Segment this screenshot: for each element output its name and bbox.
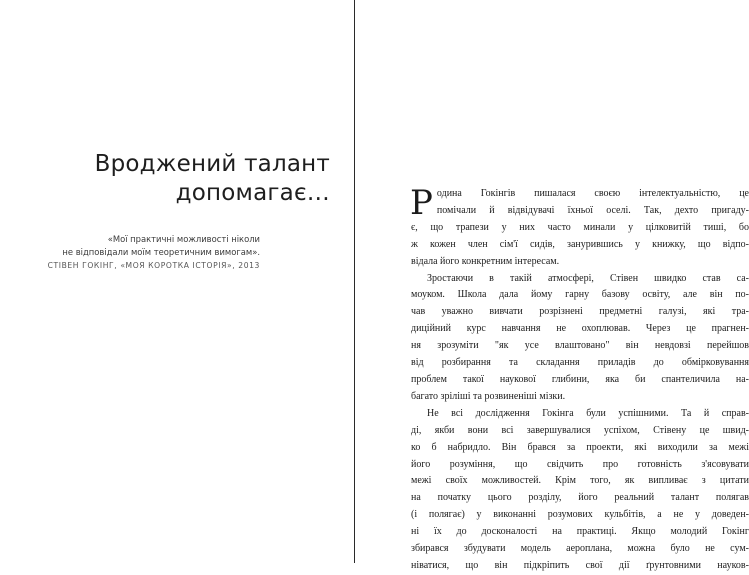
text-line: диційний курс навчання не охоплював. Через це прагнен- xyxy=(411,323,749,335)
text-line: Зростаючи в такій атмосфері, Стівен швидко став са- xyxy=(427,272,749,284)
text-line: ніватися, що він підкріпить свої дії ґрунтовними науков- xyxy=(411,559,749,571)
right-page xyxy=(355,0,749,571)
chapter-title xyxy=(20,150,330,208)
text-line: проблем такої наукової глибини, яка би спантеличила на- xyxy=(411,373,749,385)
text-line: відала його конкретним інтересам. xyxy=(411,255,560,267)
chapter-title-line: Вроджений талант xyxy=(94,151,330,177)
text-line: Не всі дослідження Гокінга були успішними. Та й справ- xyxy=(427,407,749,419)
text-line: помічали й відвідувачі їхньої оселі. Так, дехто пригаду- xyxy=(436,204,749,216)
text-line: збирався збудувати модель аероплана, можна було не сум- xyxy=(411,543,749,555)
epigraph xyxy=(30,233,260,273)
text-line: одина Гокінгів пишалася своєю інтелектуальністю, це xyxy=(436,188,749,199)
body-text xyxy=(410,183,749,575)
drop-cap: Р xyxy=(410,183,433,223)
text-line: багато зріліші та розвиненіші мізки. xyxy=(411,390,566,402)
epigraph-quote-line: не відповідали моїм теоретичним вимогам». xyxy=(62,246,260,257)
text-line: ня зрозуміти "як усе влаштовано" він невдовзі перейшов xyxy=(411,340,749,352)
paragraph xyxy=(411,271,749,406)
text-line: межі своїх можливостей. Крім того, як випливає з цитати xyxy=(411,475,749,487)
text-line: є, що трапези у них часто минали у цілковитій тиші, бо xyxy=(411,221,749,233)
text-line: моуком. Школа дала йому гарну базову освіту, але він по- xyxy=(411,289,749,301)
text-line: ді, якби вони всі завершувалися успіхом, Стівену це швид- xyxy=(411,424,749,436)
epigraph-source: СТІВЕН ГОКІНГ, «МОЯ КОРОТКА ІСТОРІЯ», 2013 xyxy=(47,261,260,270)
text-line: його розуміння, що свідчить про готовність з'ясовувати xyxy=(411,458,749,470)
text-line: ко б набридло. Він брався за проекти, які виходили за межі xyxy=(411,441,749,453)
paragraph xyxy=(410,183,749,271)
text-line: чав уважно вивчати розрізнені предметні галузі, які тра- xyxy=(411,306,749,318)
epigraph-quote-line: «Мої практичні можливості ніколи xyxy=(107,234,260,244)
text-line: на початку цього розділу, його реальний талант полягав xyxy=(411,492,749,504)
paragraph xyxy=(411,406,749,575)
chapter-title-line: допомагає… xyxy=(175,180,330,206)
text-line: ні їх до досконалості на практиці. Якщо молодий Гокінг xyxy=(411,526,749,538)
left-page xyxy=(0,0,354,563)
text-line: ж кожен член сім'ї сидів, занурившись у книжку, що відпо- xyxy=(411,238,749,250)
text-line: від розбирання та складання приладів до обмірковування xyxy=(411,357,749,369)
text-line: (і полягає) у виконанні розумових кульбітів, а не у доведен- xyxy=(411,509,749,521)
